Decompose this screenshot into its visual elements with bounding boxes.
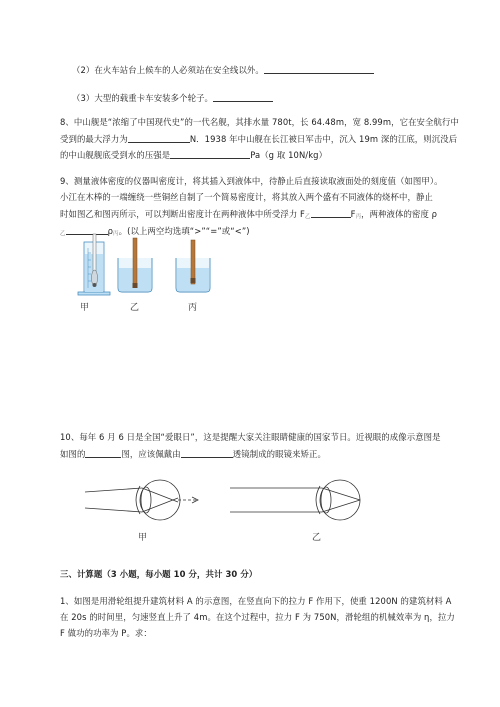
eye-diagram-figure <box>80 470 420 550</box>
question-9-line-1: 9、测量液体密度的仪器叫密度计，将其插入到液体中，待静止后直接读取液面处的刻度值（如图甲）。 <box>60 176 443 186</box>
subscript: 乙 <box>60 231 66 237</box>
q8-text: Pa（g 取 10N/kg） <box>250 150 328 160</box>
hydrometer-figure <box>60 248 240 318</box>
subscript: 丙 <box>113 231 119 237</box>
fig-label-bing: 丙 <box>188 303 198 313</box>
fig-label-yi: 乙 <box>312 533 322 543</box>
eye-diagram-jia <box>85 480 198 520</box>
question-10-line-1: 10、每年 6 月 6 日是全国“爱眼日”，这是提醒大家关注眼睛健康的国家节日。近视眼的成像示意图是 <box>60 432 441 442</box>
fig-label-jia: 甲 <box>138 533 148 543</box>
answer-blank <box>66 225 108 235</box>
q10-text: 图，应该佩戴由 <box>121 449 181 459</box>
graduated-cylinder <box>78 234 110 295</box>
beaker-yi <box>118 238 152 292</box>
q9-text: 。(以上两空均选填“>”“=”或“<”) <box>118 226 250 236</box>
q9-text: ρ <box>107 226 114 236</box>
question-9-line-3 <box>60 208 437 223</box>
question-9-line-4 <box>60 225 250 240</box>
answer-blank <box>213 92 273 102</box>
answer-blank <box>128 133 190 143</box>
answer-blank <box>85 448 121 458</box>
q10-text: 如图的 <box>60 449 86 459</box>
question-2-line <box>72 64 374 76</box>
q9-text: F <box>350 209 356 219</box>
calc-1-line-3: F 做功的功率为 P。求： <box>60 628 152 638</box>
calc-1-line-2: 在 20s 的时间里，匀速竖直上升了 4m。在这个过程中，拉力 F 为 750N，滑轮组的机械效率为 η，拉力 <box>60 612 455 622</box>
question-2-text: （2）在火车站台上候车的人必须站在安全线以外。 <box>72 65 264 75</box>
question-10-line-2 <box>60 448 326 460</box>
q8-text: 受到的最大浮力为 <box>60 134 128 144</box>
answer-blank <box>170 149 250 159</box>
q8-text: N．1938 年中山舰在长江被日军击中，沉入 19m 深的江底，则沉没后 <box>189 134 458 144</box>
question-8-line-1: 8、中山舰是“浓缩了中国现代史”的一代名舰，其排水量 780t，长 64.48m，宽 8.99m，它在安全航行中 <box>60 117 459 127</box>
q8-text: 的中山舰舰底受到水的压强是 <box>60 150 171 160</box>
q9-text: 时如图乙和图丙所示，可以判断出密度计在两种液体中所受浮力 F <box>60 209 305 219</box>
calc-1-line-1: 1、如图是用滑轮组提升建筑材料 A 的示意图，在竖直向下的拉力 F 作用下，使重 1200N 的建筑材料 A <box>60 596 452 606</box>
eye-diagram-yi <box>230 480 360 520</box>
question-9-line-2: 小江在木棒的一端缠绕一些铜丝自制了一个简易密度计，将其放入两个盛有不同液体的烧杯中，静止 <box>60 192 433 202</box>
subscript: 乙 <box>304 214 311 220</box>
question-3-line <box>72 92 273 104</box>
section-3-title: 三、计算题（3 小题，每小题 10 分，共计 30 分） <box>60 569 258 579</box>
question-8-line-3 <box>60 149 327 161</box>
beaker-bing <box>176 240 210 292</box>
q9-text: ，两种液体的密度 ρ <box>361 209 438 219</box>
answer-blank <box>264 64 374 74</box>
q10-text: 透镜制成的眼镜来矫正。 <box>232 449 326 459</box>
question-3-text: （3）大型的载重卡车安装多个轮子。 <box>72 93 214 103</box>
answer-blank <box>181 448 233 458</box>
answer-blank <box>311 208 351 218</box>
question-8-line-2 <box>60 133 457 145</box>
fig-label-jia: 甲 <box>80 303 90 313</box>
subscript: 丙 <box>355 214 362 220</box>
fig-label-yi: 乙 <box>130 303 140 313</box>
